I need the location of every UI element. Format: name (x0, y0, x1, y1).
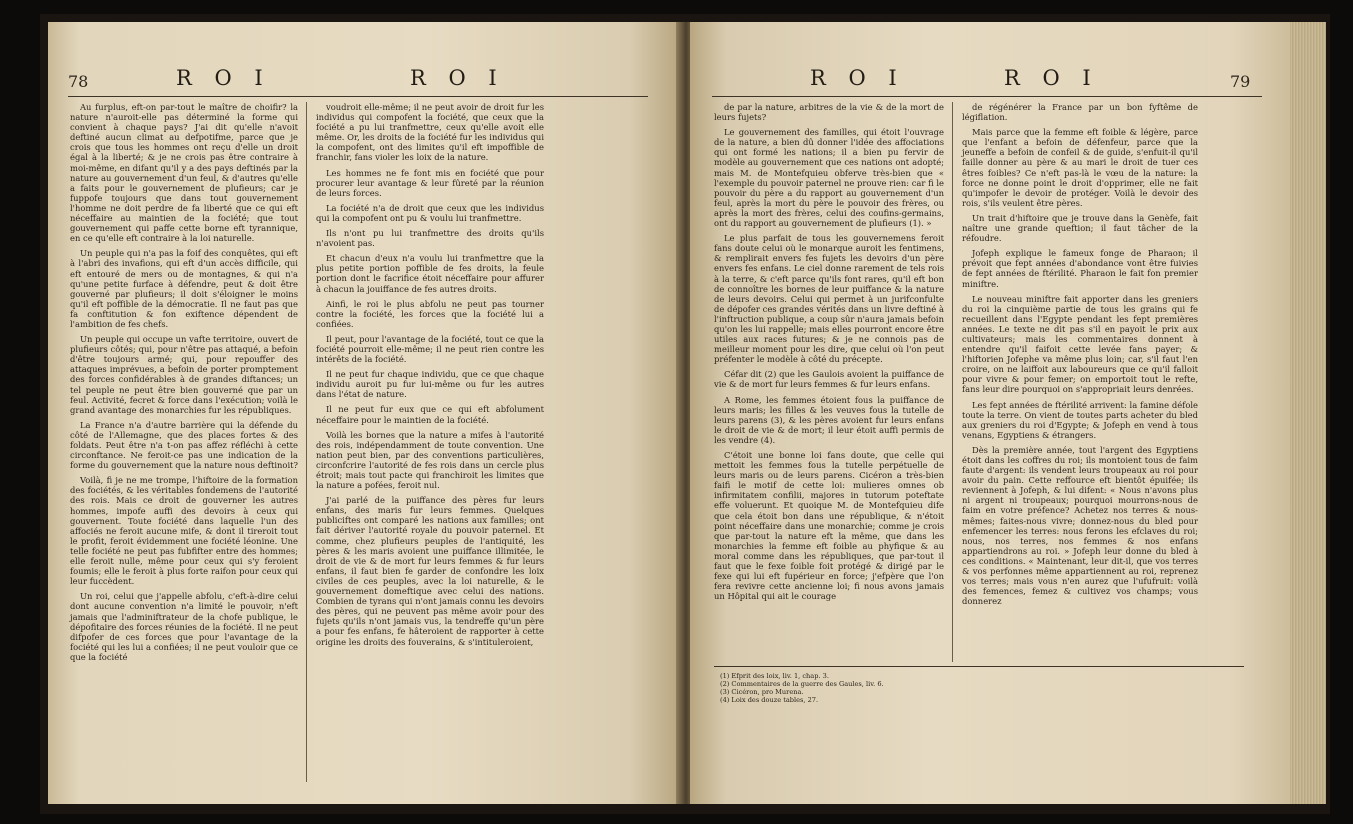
paragraph: Céfar dit (2) que les Gaulois avoient la puiffance de vie & de mort fur leurs femmes & fur leurs enfans. (714, 369, 944, 390)
footnote: (3) Cicéron, pro Murena. (720, 688, 804, 696)
paragraph: Jofeph explique le fameux fonge de Pharaon; il prévoit que fept années d'abondance vont être fuivies de fept années de ftérilité. Pharaon le fait fon premier miniftre. (962, 248, 1198, 289)
footnote-rule (714, 666, 1244, 667)
paragraph: Il ne peut fur chaque individu, que ce que chaque individu auroit pu fur lui-même ou fur les autres dans l'état de nature. (316, 369, 544, 400)
column-divider-right (952, 102, 953, 662)
paragraph: Il ne peut fur eux que ce qui eft abfolument néceffaire pour le maintien de la fociété. (316, 404, 544, 425)
paragraph: J'ai parlé de la puiffance des pères fur leurs enfans, des maris fur leurs femmes. Quelques publiciftes ont comparé les nations aux familles; ont fait dériver l'autorité royale du pouvoir paternel. Et comme, chez plufieurs peuples de l'antiquité, les pères & les maris avoient une puiffance illimitée, le droit de vie & de mort fur leurs femmes & fur leurs enfans, il faut bien fe garder de confondre les loix civiles de ces peuples, avec la loi naturelle, & le gouvernement domeftique avec celui des nations. Combien de tyrans qui n'ont jamais connu les devoirs des pères, qui ne peuvent pas même avoir pour des fujets qu'ils n'ont jamais vus, la tendreffe qu'un père a pour fes enfans, fe hâteroient de rapporter à cette origine les droits des fouverains, & s'intituleroient, (316, 495, 544, 647)
paragraph: La fociété n'a de droit que ceux que les individus qui la compofent ont pu & voulu lui tranfmettre. (316, 202, 544, 223)
paragraph: Voilà les bornes que la nature a mifes à l'autorité des rois, indépendamment de toute convention. Une nation peut bien, par des conventions particulières, circonfcrire l'autorité de fes rois dans un cercle plus étroit; mais tout pacte qui franchiroit les limites que la nature a pofées, feroit nul. (316, 429, 544, 491)
paragraph: voudroit elle-même; il ne peut avoir de droit fur les individus qui compofent la fociété, que ceux que la fociété a pu lui tranfmettre, ceux qu'elle avoit elle même. Or, les droits de la fociété fur les individus qui la compofent, ont des limites qu'il eft impoffible de franchir, fans violer les loix de la nature. (316, 102, 544, 163)
footnotes (720, 672, 884, 704)
paragraph: Un peuple qui occupe un vafte territoire, ouvert de plufieurs côtés; qui, pour n'être pas attaqué, a befoin d'être toujours armé; qui, pour repouffer des attaques imprévues, a befoin de porter promptement des forces confidérables à de grandes diftances; un tel peuple ne peut être bien gouverné que par un feul. Activité, fecret & force dans l'exécution; voilà le grand avantage des monarchies fur les républiques. (70, 334, 298, 415)
page-number-right: 79 (1230, 72, 1251, 91)
paragraph: Au furplus, eft-on par-tout le maître de choifir? la nature n'auroit-elle pas déterminé la forme qui convient à chaque pays? J'ai dit qu'elle n'avoit deftiné aucun climat au defpotifme, parce que je crois que tous les hommes ont reçu d'elle un droit égal à la liberté; & je ne crois pas être contraire à moi-même, en difant qu'il y a des pays deftinés par la nature au gouvernement d'un feul, & d'autres qu'elle a faits pour le gouvernement de plufieurs; car je fuppofe toujours que dans tout gouvernement l'homme ne doit perdre de fa liberté que ce qui eft néceffaire au maintien de la fociété; que tout gouvernement qui paffe cette borne eft tyrannique, en ce qu'elle eft contraire à la loi naturelle. (70, 102, 298, 244)
paragraph: Les hommes ne fe font mis en fociété que pour procurer leur avantage & leur fûreté par la réunion de leurs forces. (316, 167, 544, 198)
paragraph: Un roi, celui que j'appelle abfolu, c'eft-à-dire celui dont aucune convention n'a limité le pouvoir, n'eft jamais que l'adminiftrateur de la chofe publique, le dépofitaire des forces réunies de la fociété. Il ne peut difpofer de ces forces que pour l'avantage de la fociété qui les lui a confiées; il ne peut vouloir que ce que la fociété (70, 591, 298, 662)
paragraph: Le plus parfait de tous les gouvernemens feroit fans doute celui où le monarque auroit les fentimens, & remplirait envers fes fujets les devoirs d'un père envers fes enfans. Le ciel donne rarement de tels rois à la terre, & c'eft parce qu'ils font rares, qu'il eft bon de connoître les bornes de leur puiffance & la nature de leurs devoirs. Celui qui permet à un jurifconfulte de dépofer ces grandes vérités dans un livre deftiné à l'inftruction publique, a coup sûr n'aura jamais befoin qu'on les lui rappelle; mais elles pourront encore être utiles aux races futures; & je ne connois pas de meilleur moment pour les dire, que celui où l'on peut préfenter le modèle à côté du précepte. (714, 233, 944, 365)
paragraph: Mais parce que la femme eft foible & légère, parce que l'enfant a befoin de défenfeur, parce que la jeuneffe a befoin de confeil & de guide, s'enfuit-il qu'il faille donner au père & au mari le droit de tuer ces êtres foibles? Ce n'eft pas-là le vœu de la nature: la force ne donne point le droit d'opprimer, elle ne fait qu'impofer le devoir de protéger. Voilà le devoir des rois, s'ils veulent être pères. (962, 127, 1198, 208)
footnote: (2) Commentaires de la guerre des Gaules, liv. 6. (720, 680, 884, 688)
page-number-left: 78 (68, 72, 89, 91)
header-rule-right (712, 96, 1262, 97)
left-page-column-2 (316, 102, 544, 652)
left-page-column-1 (70, 102, 298, 667)
right-page (690, 22, 1290, 804)
running-head-right-1: R O I (810, 66, 905, 90)
paragraph: Le gouvernement des familles, qui étoit l'ouvrage de la nature, a bien dû donner l'idée des affociations qui ont formé les nations; il a bien pu fervir de modèle au gouvernement que ces nations ont adopté; mais M. de Montefquieu obferve très-bien que « l'exemple du pouvoir paternel ne prouve rien: car fi le pouvoir du père a du rapport au gouvernement d'un feul, après la mort du père le pouvoir des frères, ou après la mort des frères, celui des coufins-germains, ont du rapport au gouvernement de plufieurs (1). » (714, 127, 944, 229)
paragraph: Il peut, pour l'avantage de la fociété, tout ce que la fociété pourroit elle-même; il ne peut rien contre les intérêts de la fociété. (316, 333, 544, 365)
paragraph: Voilà, fi je ne me trompe, l'hiftoire de la formation des fociétés, & les véritables fondemens de l'autorité des rois. Mais ce droit de gouverner les autres hommes, impofe auffi des devoirs à ceux qui gouvernent. Toute fociété dans laquelle l'un des affociés ne feroit aucune mife, & dont il tireroit tout le profit, feroit évidemment une fociété léonine. Une telle fociété ne peut pas fubfifter entre des hommes; elle feroit nulle, même pour ceux qui s'y feroient foumis; elle le feroit à plus forte raifon pour ceux qui leur fuccèdent. (70, 475, 298, 587)
paragraph: Un trait d'hiftoire que je trouve dans la Genèfe, fait naître une grande queftion; il faut tâcher de la réfoudre. (962, 212, 1198, 244)
running-head-right-2: R O I (1004, 66, 1099, 90)
open-book (40, 14, 1330, 814)
paragraph: de par la nature, arbitres de la vie & de la mort de leurs fujets? (714, 102, 944, 123)
right-page-column-2 (962, 102, 1198, 611)
left-page (48, 22, 680, 804)
running-head-left-2: R O I (410, 66, 505, 90)
paragraph: Un peuple qui n'a pas la foif des conquêtes, qui eft à l'abri des invafions, qui eft d'un accès difficile, qui eft entouré de mers ou de montagnes, & qui n'a qu'une petite furface à défendre, peut & doit être gouverné par plufieurs; il doit s'éloigner le moins qu'il eft poffible de la démocratie. Il ne faut pas que fa conftitution & fon exiftence dépendent de l'ambition de fes chefs. (70, 248, 298, 329)
page-edges (1290, 22, 1326, 804)
paragraph: de régénérer la France par un bon fyftême de légiflation. (962, 102, 1198, 123)
header-rule-left (68, 96, 648, 97)
paragraph: La France n'a d'autre barrière qui la défende du côté de l'Allemagne, que des places fortes & des foldats. Peut être n'a t-on pas affez réfléchi à cette circonftance. Ne feroit-ce pas une indication de la forme du gouvernement que la nature nous deftinoit? (70, 419, 298, 471)
paragraph: Ils n'ont pu lui tranfmettre des droits qu'ils n'avoient pas. (316, 228, 544, 249)
paragraph: Ainfi, le roi le plus abfolu ne peut pas tourner contre la fociété, les forces que la fociété lui a confiées. (316, 298, 544, 329)
footnote: (1) Efprit des loix, liv. 1, chap. 3. (720, 672, 829, 680)
right-page-column-1 (714, 102, 944, 606)
paragraph: Les fept années de ftérilité arrivent: la famine défole toute la terre. On vient de toutes parts acheter du bled aux greniers du roi d'Egypte; & Jofeph en vend à tous venans, Egyptiens & étrangers. (962, 399, 1198, 440)
column-divider-left (306, 102, 307, 782)
paragraph: A Rome, les femmes étoient fous la puiffance de leurs maris; les filles & les veuves fous la tutelle de leurs parens (3), & les pères avoient fur leurs enfans le droit de vie & de mort; il leur étoit auffi permis de les vendre (4). (714, 394, 944, 445)
running-head-left-1: R O I (176, 66, 271, 90)
paragraph: Et chacun d'eux n'a voulu lui tranfmettre que la plus petite portion poffible de fes droits, la feule portion dont le facrifice étoit néceffaire pour affurer à chacun la jouiffance de fes autres droits. (316, 253, 544, 294)
paragraph: C'étoit une bonne loi fans doute, que celle qui mettoit les femmes fous la tutelle perpétuelle de leurs maris ou de leurs parens. Cicéron a très-bien faifi le motif de cette loi: mulieres omnes ob infirmitatem confilii, majores in tutorum poteftate effe voluerunt. Et quoique M. de Montefquieu dife que cela étoit bon dans une république, & n'étoit point néceffaire dans une monarchie; comme je crois que par-tout la nature eft la même, que dans les monarchies la femme eft foible au phyfique & au moral comme dans les républiques, que par-tout il faut que le fexe foible foit protégé & dirigé par le fexe qui lui eft fupérieur en force; j'efpère que l'on fera revivre cette ancienne loi; fi nous avons jamais un Hôpital qui ait le courage (714, 450, 944, 602)
paragraph: Le nouveau miniftre fait apporter dans les greniers du roi la cinquième partie de tous les grains qui fe recueillent dans l'Egypte pendant les fept premières années. Le texte ne dit pas s'il en payoit le prix aux cultivateurs; mais les commentaires donnent à entendre qu'il faifoit cette levée fans payer; & l'hiftorien Jofephe va même plus loin; car, s'il faut l'en croire, on ne laiffoit aux laboureurs que ce qu'il falloit pour vivre & pour femer; on emportoit tout le refte, fans leur dire pourquoi on s'appropriait leurs denrées. (962, 293, 1198, 395)
footnote: (4) Loix des douze tables, 27. (720, 696, 819, 704)
paragraph: Dès la première année, tout l'argent des Egyptiens étoit dans les coffres du roi; ils montoient tous de faim faute d'argent: ils vendent leurs troupeaux au roi pour avoir du pain. Cette reffource eft bientôt épuifée; ils reviennent à Jofeph, & lui difent: « Nous n'avons plus ni argent ni troupeaux; pourquoi mourrons-nous de faim en votre préfence? Achetez nos terres & nous-mêmes; faites-nous vivre; donnez-nous du bled pour enfemencer les terres: nous ferons les efclaves du roi; nous, nos terres, nos femmes & nos enfans appartiendrons au roi. » Jofeph leur donne du bled à ces conditions. « Maintenant, leur dit-il, que vos terres & vos perfonnes même appartiennent au roi, reprenez vos terres; mais vous n'en aurez que l'ufufruit: voilà des femences, femez & cultivez vos champs; vous donnerez (962, 444, 1198, 607)
